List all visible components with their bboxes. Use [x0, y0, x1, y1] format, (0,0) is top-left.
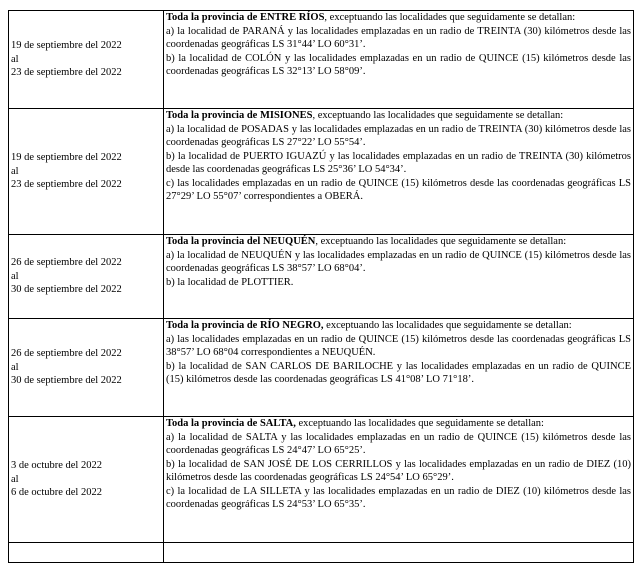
heading-rest: , exceptuando las localidades que seguidamente se detallan:: [315, 236, 567, 247]
province-name: Toda la provincia de SALTA,: [166, 418, 296, 429]
heading-rest: , exceptuando las localidades que seguidamente se detallan:: [324, 12, 576, 23]
date-from: 19 de septiembre del 2022: [11, 152, 122, 164]
region-description-cell: [164, 11, 634, 109]
table-row: [9, 235, 634, 319]
table-row: [9, 319, 634, 417]
date-range-cell: [9, 417, 164, 543]
region-heading: [166, 319, 631, 333]
exception-item: b) la localidad de SAN JOSÉ DE LOS CERRILLOS y las localidades emplazadas en un radio de DIEZ (10) kilómetros desde las coordenadas geográficas LS 24°54’ LO 65°29’.: [166, 458, 631, 483]
table-row: [9, 109, 634, 235]
exception-item: b) la localidad de PUERTO IGUAZÚ y las localidades emplazadas en un radio de TREINTA (30) kilómetros desde las coordenadas geográficas LS 25°36’ LO 54°34’.: [166, 150, 631, 175]
date-connector: al: [11, 270, 19, 282]
exception-item: a) la localidad de NEUQUÉN y las localidades emplazadas en un radio de QUINCE (15) kilómetros desde las coordenadas geográficas LS 38°57’ LO 68°04’.: [166, 249, 631, 274]
province-name: Toda la provincia de ENTRE RÍOS: [166, 12, 325, 23]
heading-rest: exceptuando las localidades que seguidamente se detallan:: [295, 418, 544, 429]
date-connector: al: [11, 473, 19, 485]
exception-item: a) las localidades emplazadas en un radio de QUINCE (15) kilómetros desde las coordenadas geográficas LS 38°57’ LO 68°04 correspondientes a NEUQUÉN.: [166, 333, 631, 358]
region-heading: [166, 417, 631, 431]
date-to: 30 de septiembre del 2022: [11, 284, 122, 296]
region-description-cell: [164, 417, 634, 543]
region-description-cell: [164, 543, 634, 563]
date-range-cell: [9, 11, 164, 109]
date-from: 3 de octubre del 2022: [11, 460, 102, 472]
region-description-cell: [164, 319, 634, 417]
date-range-cell: [9, 543, 164, 563]
date-from: 26 de septiembre del 2022: [11, 257, 122, 269]
exception-item: a) la localidad de POSADAS y las localidades emplazadas en un radio de TREINTA (30) kilómetros desde las coordenadas geográficas LS 27°22’ LO 55°54’.: [166, 123, 631, 148]
date-to: 6 de octubre del 2022: [11, 487, 102, 499]
province-name: Toda la provincia de MISIONES: [166, 110, 313, 121]
exception-item: b) la localidad de PLOTTIER.: [166, 276, 294, 288]
date-connector: al: [11, 361, 19, 373]
table-row: [9, 11, 634, 109]
province-name: Toda la provincia del NEUQUÉN: [166, 236, 316, 247]
schedule-table: [8, 10, 634, 563]
region-heading: [166, 109, 631, 123]
date-to: 23 de septiembre del 2022: [11, 67, 122, 79]
exception-item: c) las localidades emplazadas en un radio de QUINCE (15) kilómetros desde las coordenadas geográficas LS 27°29’ LO 55°07’ correspondientes a OBERÁ.: [166, 177, 631, 202]
region-description-cell: [164, 109, 634, 235]
region-heading: [166, 235, 631, 249]
region-heading: [166, 11, 631, 25]
date-range-cell: [9, 235, 164, 319]
exception-item: c) la localidad de LA SILLETA y las localidades emplazadas en un radio de DIEZ (10) kilómetros desde las coordenadas geográficas LS 24°53’ LO 65°35’.: [166, 485, 631, 510]
exception-item: b) la localidad de SAN CARLOS DE BARILOCHE y las localidades emplazadas en un radio de QUINCE (15) kilómetros desde las coordenadas geográficas LS 41°08’ LO 71°18’.: [166, 360, 631, 385]
date-connector: al: [11, 53, 19, 65]
date-to: 23 de septiembre del 2022: [11, 179, 122, 191]
date-from: 19 de septiembre del 2022: [11, 40, 122, 52]
heading-rest: , exceptuando las localidades que seguidamente se detallan:: [312, 110, 564, 121]
date-to: 30 de septiembre del 2022: [11, 375, 122, 387]
heading-rest: exceptuando las localidades que seguidamente se detallan:: [323, 320, 572, 331]
exception-item: b) la localidad de COLÓN y las localidades emplazadas en un radio de QUINCE (15) kilómetros desde las coordenadas geográficas LS 32°13’ LO 58°09’.: [166, 52, 631, 77]
table-row: [9, 543, 634, 563]
province-name: Toda la provincia de RÍO NEGRO,: [166, 320, 324, 331]
region-description-cell: [164, 235, 634, 319]
table-row: [9, 417, 634, 543]
exception-item: a) la localidad de PARANÁ y las localidades emplazadas en un radio de TREINTA (30) kilómetros desde las coordenadas geográficas LS 31°44’ LO 60°31’.: [166, 25, 631, 50]
exception-item: a) la localidad de SALTA y las localidades emplazadas en un radio de QUINCE (15) kilómetros desde las coordenadas geográficas LS 24°47’ LO 65°25’.: [166, 431, 631, 456]
date-range-cell: [9, 319, 164, 417]
date-connector: al: [11, 165, 19, 177]
date-from: 26 de septiembre del 2022: [11, 348, 122, 360]
date-range-cell: [9, 109, 164, 235]
